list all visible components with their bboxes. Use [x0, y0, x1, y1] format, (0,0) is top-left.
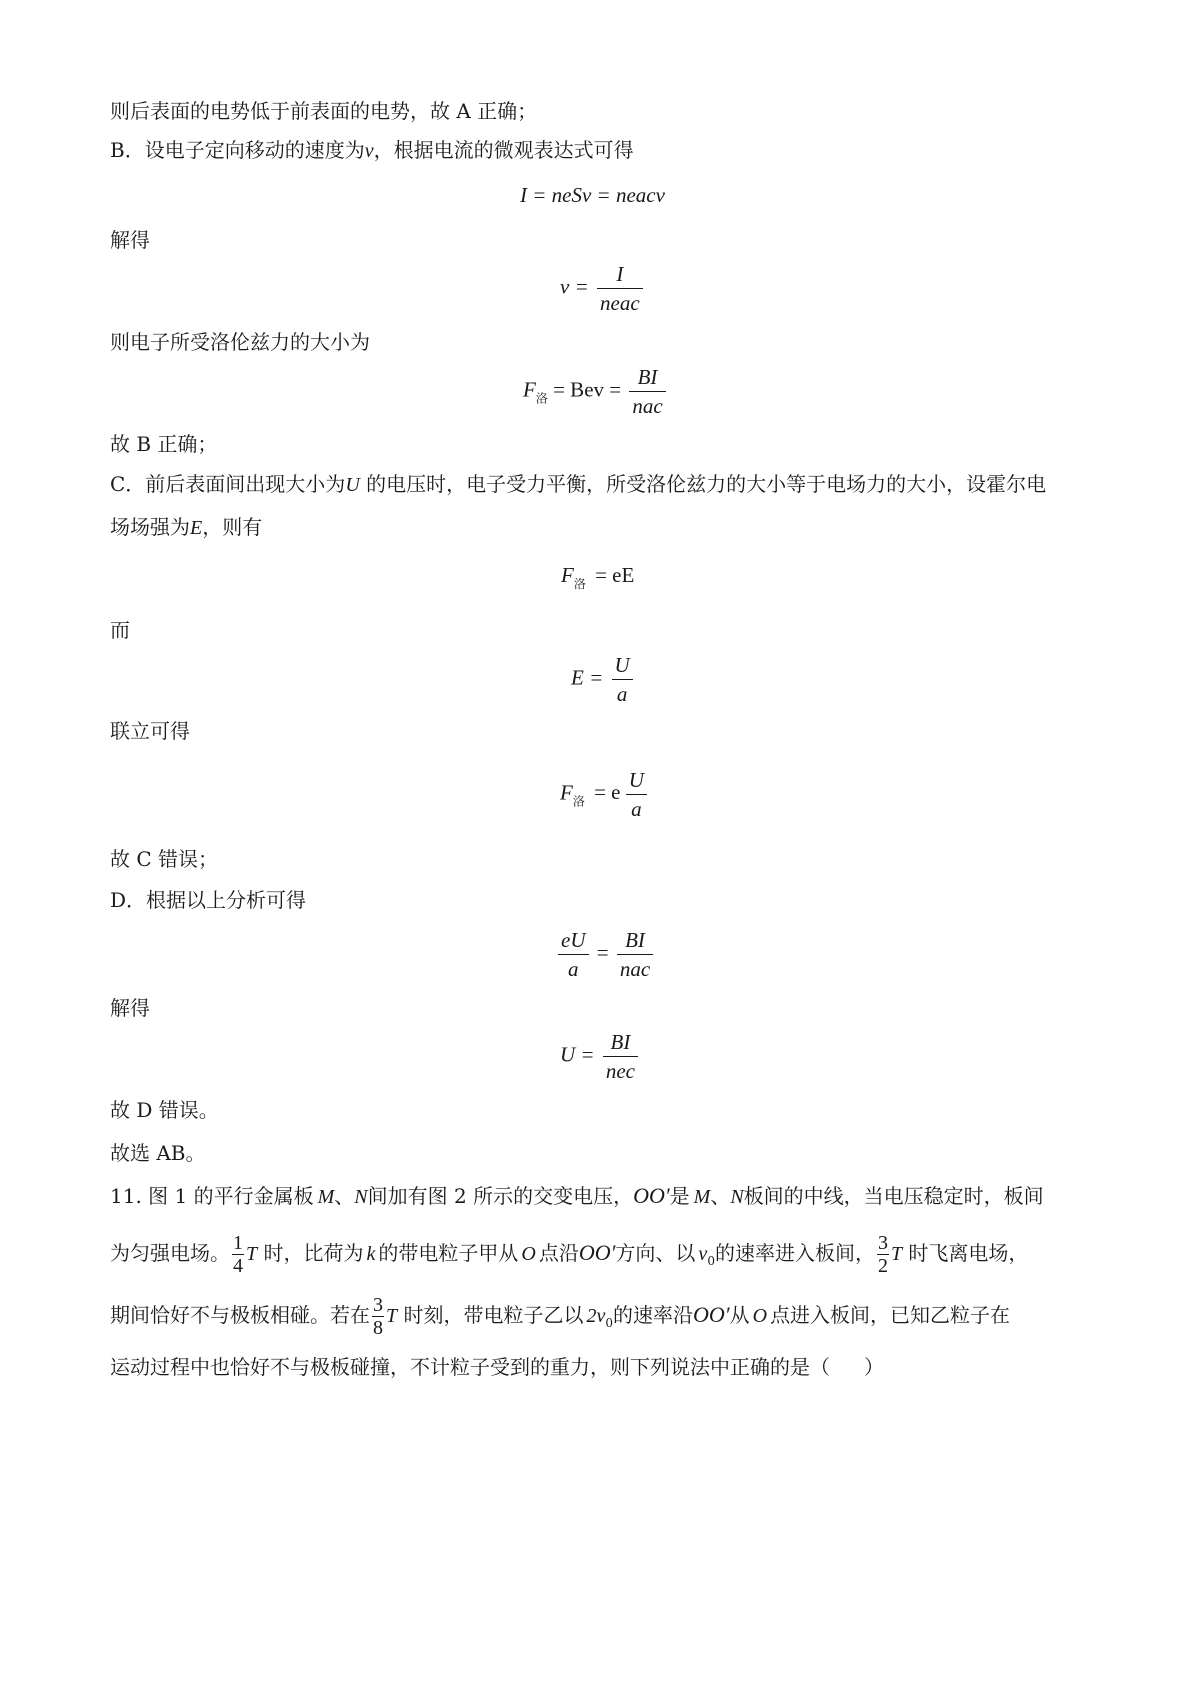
option-d-conclusion	[110, 1096, 219, 1124]
subscript: 0	[707, 1254, 715, 1268]
numerator: 1	[233, 1232, 243, 1254]
subscript: 0	[605, 1316, 614, 1330]
text-span: 的速率沿	[613, 1303, 694, 1327]
text-span: 而	[110, 618, 130, 642]
text-span: 间加有图 2 所示的交变电压，	[367, 1184, 634, 1208]
text-span: 故 D 错误。	[110, 1098, 219, 1122]
equation-velocity	[560, 262, 646, 315]
question-11-line-2	[110, 1226, 1028, 1288]
equation-force-balance	[561, 563, 634, 592]
equation-lorentz-combined	[560, 768, 650, 821]
equation-hall-voltage	[560, 1030, 641, 1083]
subscript: 洛	[573, 577, 586, 591]
option-b-intro	[110, 136, 634, 165]
text-span: 期间恰好不与极板相碰。若在	[110, 1303, 370, 1327]
centerline-symbol: OO′	[578, 1240, 616, 1265]
numerator: BI	[617, 928, 653, 955]
text-span: 则后表面的电势低于前表面的电势，故 A 正确；	[110, 99, 538, 123]
text-span: 时飞离电场，	[902, 1241, 1029, 1265]
option-c-conclusion	[110, 845, 218, 873]
option-c-intro	[110, 470, 1046, 499]
equation-mid: = Bev =	[553, 377, 622, 402]
text-span: D．根据以上分析可得	[110, 888, 307, 912]
field-symbol: E	[190, 517, 203, 539]
numerator: U	[626, 768, 647, 795]
denominator: 4	[233, 1255, 243, 1277]
text-span: 运动过程中也恰好不与极板碰撞，不计粒子受到的重力，则下列说法中正确的是（	[110, 1355, 830, 1379]
text-solve-2	[110, 994, 150, 1022]
text-span: 板间的中线，当电压稳定时，板间	[743, 1184, 1044, 1208]
text-span: 、	[710, 1184, 731, 1208]
text-span: ，根据电流的微观表达式可得	[373, 138, 634, 162]
numerator: U	[612, 653, 633, 680]
fraction-three-eighths	[372, 1294, 384, 1339]
fraction	[558, 928, 589, 981]
answer-line	[110, 1139, 206, 1167]
plate-m-symbol: M	[693, 1186, 711, 1208]
equation-mid: = e	[594, 780, 621, 805]
question-11-line-4	[110, 1353, 884, 1381]
text-span: 故 B 正确；	[110, 432, 218, 456]
equation-lhs: E =	[571, 665, 604, 690]
text-span: 是	[669, 1184, 690, 1208]
text-solve-1	[110, 226, 150, 254]
subscript: 洛	[572, 794, 585, 809]
text-span: 时，比荷为	[257, 1241, 364, 1265]
text-span: 则电子所受洛伦兹力的大小为	[110, 330, 370, 354]
text-span: 从	[729, 1303, 750, 1327]
centerline-symbol: OO′	[633, 1183, 670, 1208]
initial-speed-symbol: v	[698, 1243, 708, 1265]
text-span: 点沿	[538, 1241, 579, 1265]
fraction	[597, 262, 643, 315]
period-symbol: T	[246, 1243, 258, 1265]
text-span: 、	[334, 1184, 355, 1208]
text-span: 解得	[110, 996, 150, 1020]
denominator: 8	[373, 1317, 383, 1339]
denominator: a	[631, 797, 642, 821]
force-symbol: F	[523, 377, 536, 402]
equation-lhs: U =	[560, 1042, 595, 1067]
equation-hall-balance	[555, 928, 656, 981]
denominator: a	[568, 957, 579, 981]
equation-field-strength	[571, 653, 636, 706]
equation-current-microscopic	[520, 183, 665, 208]
fraction	[626, 768, 647, 821]
equation-text: I = neSv = neacv	[520, 183, 665, 207]
text-lorentz-magnitude	[110, 328, 370, 356]
period-symbol: T	[890, 1243, 903, 1265]
text-span: 的带电粒子甲从	[378, 1241, 519, 1265]
voltage-symbol: U	[345, 474, 360, 496]
text-and	[110, 616, 130, 644]
option-b-conclusion	[110, 430, 217, 458]
text-span: 故 C 错误；	[110, 847, 219, 871]
fraction	[629, 365, 665, 418]
equation-lorentz-force	[523, 365, 669, 418]
double-speed-symbol: 2v	[586, 1305, 606, 1327]
numerator: eU	[558, 928, 589, 955]
equation-lhs: v =	[560, 274, 589, 299]
option-c-intro-cont	[110, 513, 262, 542]
text-span: 时刻，带电粒子乙以	[397, 1303, 584, 1327]
subscript: 洛	[535, 391, 548, 406]
fraction	[617, 928, 653, 981]
fraction	[612, 653, 633, 706]
denominator: nac	[619, 957, 651, 981]
denominator: nac	[632, 394, 663, 418]
text-span: 的电压时，电子受力平衡，所受洛伦兹力的大小等于电场力的大小，设霍尔电	[359, 472, 1047, 496]
fraction	[603, 1030, 638, 1083]
option-d-intro	[110, 886, 306, 914]
numerator: 3	[877, 1232, 888, 1254]
centerline-symbol: OO′	[693, 1302, 730, 1327]
text-span: 点进入板间，已知乙粒子在	[770, 1303, 1011, 1327]
fraction-quarter	[232, 1232, 244, 1277]
numerator: BI	[629, 365, 665, 392]
text-span: 为匀强电场。	[110, 1241, 230, 1265]
period-symbol: T	[386, 1305, 398, 1327]
numerator: 3	[373, 1294, 383, 1316]
point-o-symbol: O	[521, 1243, 536, 1265]
force-symbol: F	[561, 563, 574, 587]
text-span: 11. 图 1 的平行金属板	[110, 1184, 314, 1208]
text-span: 解得	[110, 228, 150, 252]
numerator: I	[597, 262, 643, 289]
text-span: B．设电子定向移动的速度为	[110, 138, 365, 162]
numerator: BI	[603, 1030, 638, 1057]
plate-m-symbol: M	[317, 1186, 335, 1208]
plate-n-symbol: N	[354, 1186, 368, 1208]
denominator: 2	[877, 1255, 888, 1277]
equals-sign: =	[596, 940, 609, 965]
text-span: C．前后表面间出现大小为	[110, 472, 346, 496]
denominator: a	[616, 682, 628, 706]
text-span: ，则有	[202, 515, 263, 539]
text-span: ）	[864, 1355, 884, 1379]
text-span: 的速率进入板间，	[714, 1241, 875, 1265]
text-span: 联立可得	[110, 719, 190, 743]
plate-n-symbol: N	[730, 1186, 744, 1208]
question-11-line-3	[110, 1288, 1010, 1350]
solution-line-a-conclusion	[110, 97, 537, 125]
velocity-symbol: v	[364, 140, 374, 162]
point-o-symbol: O	[752, 1305, 768, 1327]
text-span: 场场强为	[110, 515, 190, 539]
fraction-three-halves	[877, 1232, 889, 1277]
force-symbol: F	[560, 780, 573, 805]
text-span: 方向、以	[615, 1241, 696, 1265]
question-11-line-1	[110, 1182, 1044, 1211]
text-span: 故选 AB。	[110, 1141, 206, 1165]
charge-mass-ratio-symbol: k	[366, 1243, 376, 1265]
equation-rhs: = eE	[595, 563, 635, 587]
denominator: nec	[605, 1059, 635, 1083]
text-combine	[110, 717, 190, 745]
denominator: neac	[600, 291, 640, 315]
